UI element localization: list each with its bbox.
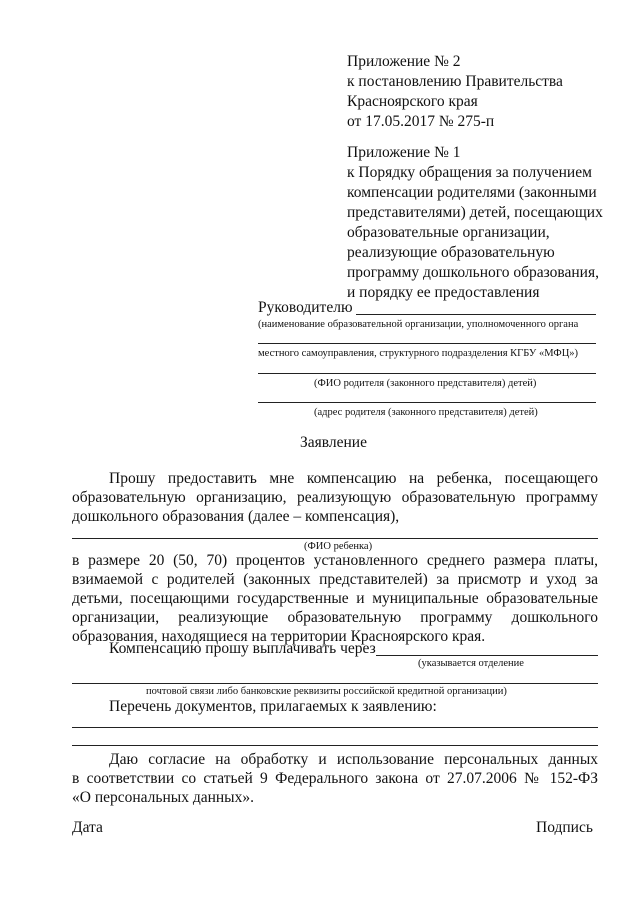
documents-fill-line[interactable] [72, 727, 598, 728]
consent-line: в соответствии со статьей 9 Федерального закона от 27.07.2006 № 152-ФЗ [72, 770, 598, 787]
annex-2-line: Приложение № 2 [347, 53, 461, 70]
annex-1-line: компенсации родителями (законными [347, 184, 597, 201]
payment-details-fill-line[interactable] [72, 683, 598, 684]
child-name-fill-line[interactable] [72, 538, 598, 539]
addressee-label: Руководителю [258, 299, 353, 316]
parent-address-fill-line[interactable] [258, 402, 596, 403]
request-line: в размере 20 (50, 70) процентов установленного среднего размера платы, [72, 552, 598, 569]
payment-label: Компенсацию прошу выплачивать через [109, 640, 376, 657]
documents-label: Перечень документов, прилагаемых к заявлению: [109, 698, 437, 715]
annex-1-line: образовательные организации, [347, 224, 550, 241]
parent-name-fill-line[interactable] [258, 373, 596, 374]
consent-line: «О персональных данных». [72, 789, 254, 806]
signature-label: Подпись [536, 819, 593, 836]
caption-payment-2: почтовой связи либо банковские реквизиты российской кредитной организации) [146, 686, 507, 697]
addressee-fill-line[interactable] [356, 314, 596, 315]
caption-organization-2: местного самоуправления, структурного подразделения КГБУ «МФЦ») [258, 348, 579, 359]
request-line: дошкольного образования (далее – компенсация), [72, 508, 400, 525]
payment-fill-line[interactable] [376, 655, 598, 656]
annex-1-line: программу дошкольного образования, [347, 264, 599, 281]
request-line: детьми, посещающими государственные и муниципальные образовательные [72, 590, 598, 607]
request-line: организации, реализующие образовательную программу дошкольного [72, 609, 598, 626]
date-label: Дата [72, 819, 103, 836]
request-line: Прошу предоставить мне компенсацию на ребенка, посещающего [109, 470, 598, 487]
documents-fill-line[interactable] [72, 745, 598, 746]
organization-fill-line[interactable] [258, 343, 596, 344]
request-line: образовательную организацию, реализующую образовательную программу [72, 489, 598, 506]
annex-1-block [347, 143, 603, 303]
caption-parent-name: (ФИО родителя (законного представителя) детей) [314, 378, 537, 389]
caption-child-name: (ФИО ребенка) [304, 541, 373, 552]
annex-1-line: к Порядку обращения за получением [347, 164, 592, 181]
request-line: образования, находящиеся на территории Красноярского края. [72, 628, 486, 645]
annex-2-line: от 17.05.2017 № 275-п [347, 113, 495, 130]
annex-1-line: представителями) детей, посещающих [347, 204, 603, 221]
caption-parent-address: (адрес родителя (законного представителя) детей) [314, 407, 538, 418]
annex-2-line: к постановлению Правительства [347, 73, 563, 90]
annex-1-line: Приложение № 1 [347, 144, 461, 161]
consent-line: Даю согласие на обработку и использование персональных данных [109, 751, 598, 768]
annex-2-line: Красноярского края [347, 93, 478, 110]
document-title: Заявление [300, 434, 367, 451]
annex-1-line: и порядку ее предоставления [347, 284, 540, 301]
annex-1-line: реализующие образовательную [347, 244, 555, 261]
annex-2-block [347, 52, 563, 132]
caption-payment-1: (указывается отделение [418, 658, 524, 669]
request-line: взимаемой с родителей (законных представителей) за присмотр и уход за [72, 571, 598, 588]
caption-organization-1: (наименование образовательной организации, уполномоченного органа [258, 319, 579, 330]
